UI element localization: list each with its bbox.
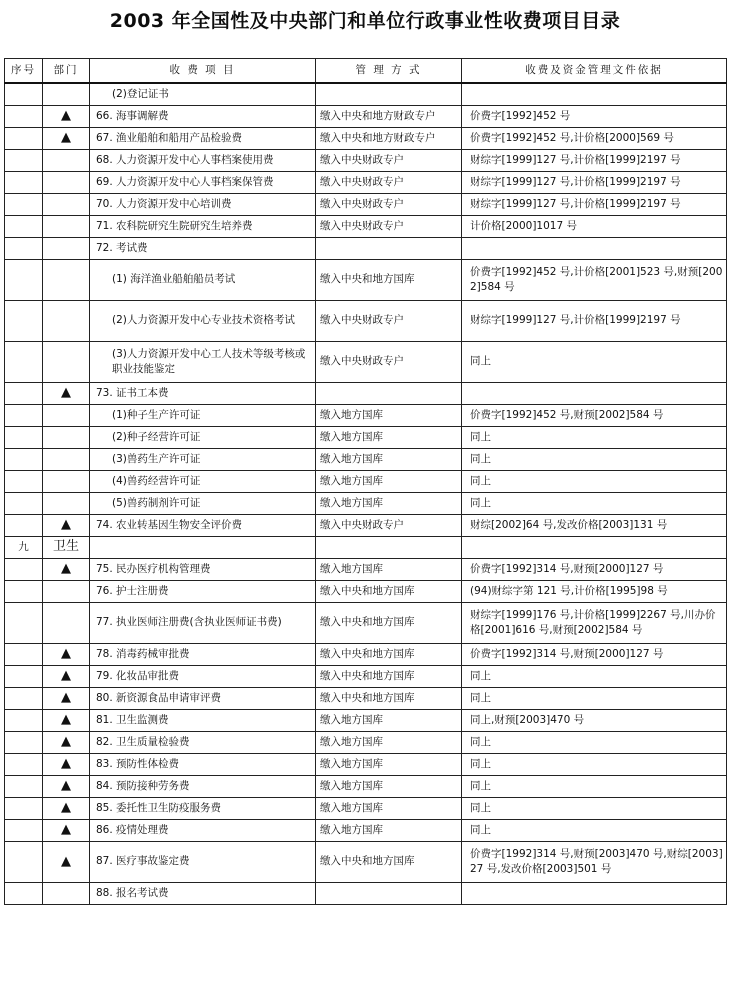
table-row (5, 300, 727, 341)
row-doc-cell: 同上 (462, 775, 727, 797)
row-seq-cell (5, 558, 43, 580)
header-seq: 序号 (5, 59, 43, 84)
row-seq-cell (5, 882, 43, 904)
row-mgmt-cell: 缴入中央财政专户 (316, 193, 462, 215)
table-row (5, 382, 727, 404)
table-row (5, 470, 727, 492)
row-seq-cell (5, 426, 43, 448)
row-mgmt-cell: 缴入中央和地方国库 (316, 259, 462, 300)
row-item-cell: 68. 人力资源开发中心人事档案使用费 (90, 149, 316, 171)
row-item-cell: (1)种子生产许可证 (90, 404, 316, 426)
table-row (5, 665, 727, 687)
row-mgmt-cell: 缴入地方国库 (316, 753, 462, 775)
row-item-cell: 79. 化妆品审批费 (90, 665, 316, 687)
row-dept-cell: ▲ (43, 819, 90, 841)
row-mgmt-cell: 缴入地方国库 (316, 426, 462, 448)
row-mgmt-cell: 缴入地方国库 (316, 448, 462, 470)
row-seq-cell (5, 470, 43, 492)
row-dept-cell (43, 602, 90, 643)
row-dept-cell (43, 882, 90, 904)
row-seq-cell (5, 819, 43, 841)
row-seq-cell (5, 105, 43, 127)
row-doc-cell: 财综字[1999]127 号,计价格[1999]2197 号 (462, 300, 727, 341)
table-row (5, 643, 727, 665)
row-mgmt-cell (316, 536, 462, 558)
row-item-cell: 71. 农科院研究生院研究生培养费 (90, 215, 316, 237)
row-seq-cell (5, 775, 43, 797)
row-mgmt-cell: 缴入中央财政专户 (316, 514, 462, 536)
table-row (5, 259, 727, 300)
table-row (5, 753, 727, 775)
row-dept-cell (43, 215, 90, 237)
row-item-cell: 78. 消毒药械审批费 (90, 643, 316, 665)
row-item-cell: (1) 海洋渔业船舶船员考试 (90, 259, 316, 300)
row-seq-cell (5, 382, 43, 404)
table-row (5, 709, 727, 731)
row-doc-cell: 价费字[1992]452 号 (462, 105, 727, 127)
row-dept-cell (43, 580, 90, 602)
row-mgmt-cell (316, 83, 462, 105)
row-item-cell: (3)人力资源开发中心工人技术等级考核或职业技能鉴定 (90, 341, 316, 382)
row-doc-cell: 同上 (462, 687, 727, 709)
row-dept-cell (43, 193, 90, 215)
row-doc-cell: 价费字[1992]314 号,财预[2000]127 号 (462, 643, 727, 665)
table-row (5, 215, 727, 237)
row-seq-cell (5, 753, 43, 775)
row-seq-cell (5, 259, 43, 300)
table-row (5, 404, 727, 426)
row-doc-cell: 同上 (462, 819, 727, 841)
row-item-cell: 80. 新资源食品申请审评费 (90, 687, 316, 709)
table-row (5, 341, 727, 382)
row-item-cell: (3)兽药生产许可证 (90, 448, 316, 470)
table-row (5, 731, 727, 753)
row-item-cell: (2)人力资源开发中心专业技术资格考试 (90, 300, 316, 341)
row-seq-cell (5, 797, 43, 819)
row-seq-cell (5, 215, 43, 237)
row-doc-cell: (94)财综字第 121 号,计价格[1995]98 号 (462, 580, 727, 602)
row-mgmt-cell (316, 882, 462, 904)
row-doc-cell: 价费字[1992]452 号,计价格[2001]523 号,财预[2002]584 号 (462, 259, 727, 300)
row-dept-cell (43, 470, 90, 492)
row-doc-cell: 财综[2002]64 号,发改价格[2003]131 号 (462, 514, 727, 536)
header-item: 收 费 项 目 (90, 59, 316, 84)
table-row (5, 492, 727, 514)
table-header-row (5, 59, 727, 84)
row-doc-cell: 价费字[1992]452 号,财预[2002]584 号 (462, 404, 727, 426)
row-item-cell (90, 536, 316, 558)
row-doc-cell: 同上 (462, 797, 727, 819)
row-doc-cell (462, 882, 727, 904)
row-dept-cell (43, 83, 90, 105)
table-row (5, 819, 727, 841)
row-mgmt-cell (316, 237, 462, 259)
row-item-cell: 86. 疫情处理费 (90, 819, 316, 841)
row-doc-cell: 同上 (462, 492, 727, 514)
row-seq-cell (5, 665, 43, 687)
table-row (5, 558, 727, 580)
row-doc-cell: 同上,财预[2003]470 号 (462, 709, 727, 731)
row-mgmt-cell: 缴入中央和地方财政专户 (316, 127, 462, 149)
row-dept-cell: 卫生 (43, 536, 90, 558)
row-dept-cell (43, 404, 90, 426)
row-doc-cell: 计价格[2000]1017 号 (462, 215, 727, 237)
row-doc-cell: 同上 (462, 426, 727, 448)
table-row (5, 448, 727, 470)
row-mgmt-cell: 缴入中央和地方国库 (316, 841, 462, 882)
row-mgmt-cell: 缴入中央和地方国库 (316, 643, 462, 665)
row-item-cell: 81. 卫生监测费 (90, 709, 316, 731)
row-seq-cell (5, 492, 43, 514)
page-title: 2003 年全国性及中央部门和单位行政事业性收费项目目录 (109, 10, 621, 32)
table-row (5, 536, 727, 558)
row-mgmt-cell: 缴入地方国库 (316, 775, 462, 797)
row-doc-cell (462, 536, 727, 558)
table-row (5, 83, 727, 105)
row-mgmt-cell: 缴入中央财政专户 (316, 215, 462, 237)
table-row (5, 882, 727, 904)
row-mgmt-cell: 缴入中央和地方国库 (316, 580, 462, 602)
row-seq-cell (5, 448, 43, 470)
row-seq-cell (5, 83, 43, 105)
row-dept-cell: ▲ (43, 775, 90, 797)
row-dept-cell: ▲ (43, 382, 90, 404)
row-mgmt-cell: 缴入中央财政专户 (316, 149, 462, 171)
table-row (5, 105, 727, 127)
row-mgmt-cell: 缴入中央和地方国库 (316, 602, 462, 643)
row-dept-cell (43, 300, 90, 341)
header-doc: 收费及资金管理文件依据 (462, 59, 727, 84)
table-row (5, 797, 727, 819)
header-dept: 部门 (43, 59, 90, 84)
row-dept-cell: ▲ (43, 643, 90, 665)
row-dept-cell: ▲ (43, 797, 90, 819)
row-item-cell: (4)兽药经营许可证 (90, 470, 316, 492)
row-item-cell: 87. 医疗事故鉴定费 (90, 841, 316, 882)
row-item-cell: 74. 农业转基因生物安全评价费 (90, 514, 316, 536)
row-item-cell: 72. 考试费 (90, 237, 316, 259)
row-seq-cell (5, 731, 43, 753)
row-doc-cell: 同上 (462, 753, 727, 775)
row-seq-cell (5, 171, 43, 193)
row-seq-cell (5, 193, 43, 215)
row-mgmt-cell: 缴入中央和地方财政专户 (316, 105, 462, 127)
row-mgmt-cell: 缴入地方国库 (316, 470, 462, 492)
row-mgmt-cell: 缴入中央财政专户 (316, 341, 462, 382)
table-row (5, 127, 727, 149)
row-doc-cell (462, 382, 727, 404)
row-seq-cell (5, 127, 43, 149)
row-mgmt-cell: 缴入地方国库 (316, 819, 462, 841)
row-item-cell: 82. 卫生质量检验费 (90, 731, 316, 753)
row-dept-cell: ▲ (43, 514, 90, 536)
row-dept-cell: ▲ (43, 105, 90, 127)
fee-catalog-table (4, 58, 727, 905)
table-row (5, 841, 727, 882)
row-mgmt-cell (316, 382, 462, 404)
row-doc-cell: 价费字[1992]314 号,财预[2003]470 号,财综[2003]27 号,发改价格[2003]501 号 (462, 841, 727, 882)
row-doc-cell: 财综字[1999]127 号,计价格[1999]2197 号 (462, 149, 727, 171)
table-row (5, 426, 727, 448)
row-item-cell: 76. 护士注册费 (90, 580, 316, 602)
row-item-cell: 66. 海事调解费 (90, 105, 316, 127)
row-doc-cell (462, 237, 727, 259)
row-item-cell: 84. 预防接种劳务费 (90, 775, 316, 797)
row-doc-cell: 同上 (462, 448, 727, 470)
row-seq-cell (5, 237, 43, 259)
row-dept-cell: ▲ (43, 841, 90, 882)
table-row (5, 580, 727, 602)
row-doc-cell: 财综字[1999]176 号,计价格[1999]2267 号,川办价格[2001]616 号,财预[2002]584 号 (462, 602, 727, 643)
row-doc-cell (462, 83, 727, 105)
row-dept-cell: ▲ (43, 665, 90, 687)
table-row (5, 149, 727, 171)
row-seq-cell (5, 341, 43, 382)
row-item-cell: (5)兽药制剂许可证 (90, 492, 316, 514)
row-mgmt-cell: 缴入地方国库 (316, 558, 462, 580)
row-dept-cell (43, 149, 90, 171)
row-mgmt-cell: 缴入地方国库 (316, 797, 462, 819)
table-row (5, 514, 727, 536)
row-seq-cell (5, 300, 43, 341)
row-dept-cell (43, 492, 90, 514)
row-item-cell: 77. 执业医师注册费(含执业医师证书费) (90, 602, 316, 643)
row-mgmt-cell: 缴入地方国库 (316, 404, 462, 426)
table-row (5, 602, 727, 643)
row-item-cell: 67. 渔业船舶和船用产品检验费 (90, 127, 316, 149)
row-doc-cell: 同上 (462, 341, 727, 382)
row-dept-cell: ▲ (43, 127, 90, 149)
row-dept-cell: ▲ (43, 687, 90, 709)
row-mgmt-cell: 缴入中央和地方国库 (316, 665, 462, 687)
row-seq-cell (5, 841, 43, 882)
row-item-cell: 73. 证书工本费 (90, 382, 316, 404)
row-dept-cell (43, 448, 90, 470)
row-dept-cell: ▲ (43, 709, 90, 731)
row-mgmt-cell: 缴入地方国库 (316, 731, 462, 753)
row-mgmt-cell: 缴入中央和地方国库 (316, 687, 462, 709)
row-item-cell: (2)种子经营许可证 (90, 426, 316, 448)
row-seq-cell (5, 514, 43, 536)
row-item-cell: 83. 预防性体检费 (90, 753, 316, 775)
row-item-cell: (2)登记证书 (90, 83, 316, 105)
row-dept-cell: ▲ (43, 558, 90, 580)
row-dept-cell (43, 426, 90, 448)
row-dept-cell (43, 341, 90, 382)
row-dept-cell: ▲ (43, 753, 90, 775)
row-mgmt-cell: 缴入中央财政专户 (316, 171, 462, 193)
row-doc-cell: 财综字[1999]127 号,计价格[1999]2197 号 (462, 171, 727, 193)
row-seq-cell (5, 602, 43, 643)
row-dept-cell (43, 171, 90, 193)
row-doc-cell: 同上 (462, 665, 727, 687)
row-seq-cell (5, 149, 43, 171)
row-dept-cell: ▲ (43, 731, 90, 753)
table-row (5, 775, 727, 797)
row-seq-cell (5, 643, 43, 665)
row-dept-cell (43, 237, 90, 259)
row-seq-cell (5, 404, 43, 426)
table-row (5, 193, 727, 215)
table-row (5, 687, 727, 709)
row-item-cell: 88. 报名考试费 (90, 882, 316, 904)
row-doc-cell: 价费字[1992]314 号,财预[2000]127 号 (462, 558, 727, 580)
row-item-cell: 69. 人力资源开发中心人事档案保管费 (90, 171, 316, 193)
row-doc-cell: 同上 (462, 731, 727, 753)
row-seq-cell (5, 580, 43, 602)
row-seq-cell: 九 (5, 536, 43, 558)
row-seq-cell (5, 687, 43, 709)
row-item-cell: 75. 民办医疗机构管理费 (90, 558, 316, 580)
row-mgmt-cell: 缴入中央财政专户 (316, 300, 462, 341)
row-item-cell: 85. 委托性卫生防疫服务费 (90, 797, 316, 819)
header-mgmt: 管 理 方 式 (316, 59, 462, 84)
row-mgmt-cell: 缴入地方国库 (316, 709, 462, 731)
table-row (5, 237, 727, 259)
table-body (5, 83, 727, 904)
row-doc-cell: 财综字[1999]127 号,计价格[1999]2197 号 (462, 193, 727, 215)
table-row (5, 171, 727, 193)
row-seq-cell (5, 709, 43, 731)
row-item-cell: 70. 人力资源开发中心培训费 (90, 193, 316, 215)
row-doc-cell: 价费字[1992]452 号,计价格[2000]569 号 (462, 127, 727, 149)
row-doc-cell: 同上 (462, 470, 727, 492)
row-dept-cell (43, 259, 90, 300)
row-mgmt-cell: 缴入地方国库 (316, 492, 462, 514)
